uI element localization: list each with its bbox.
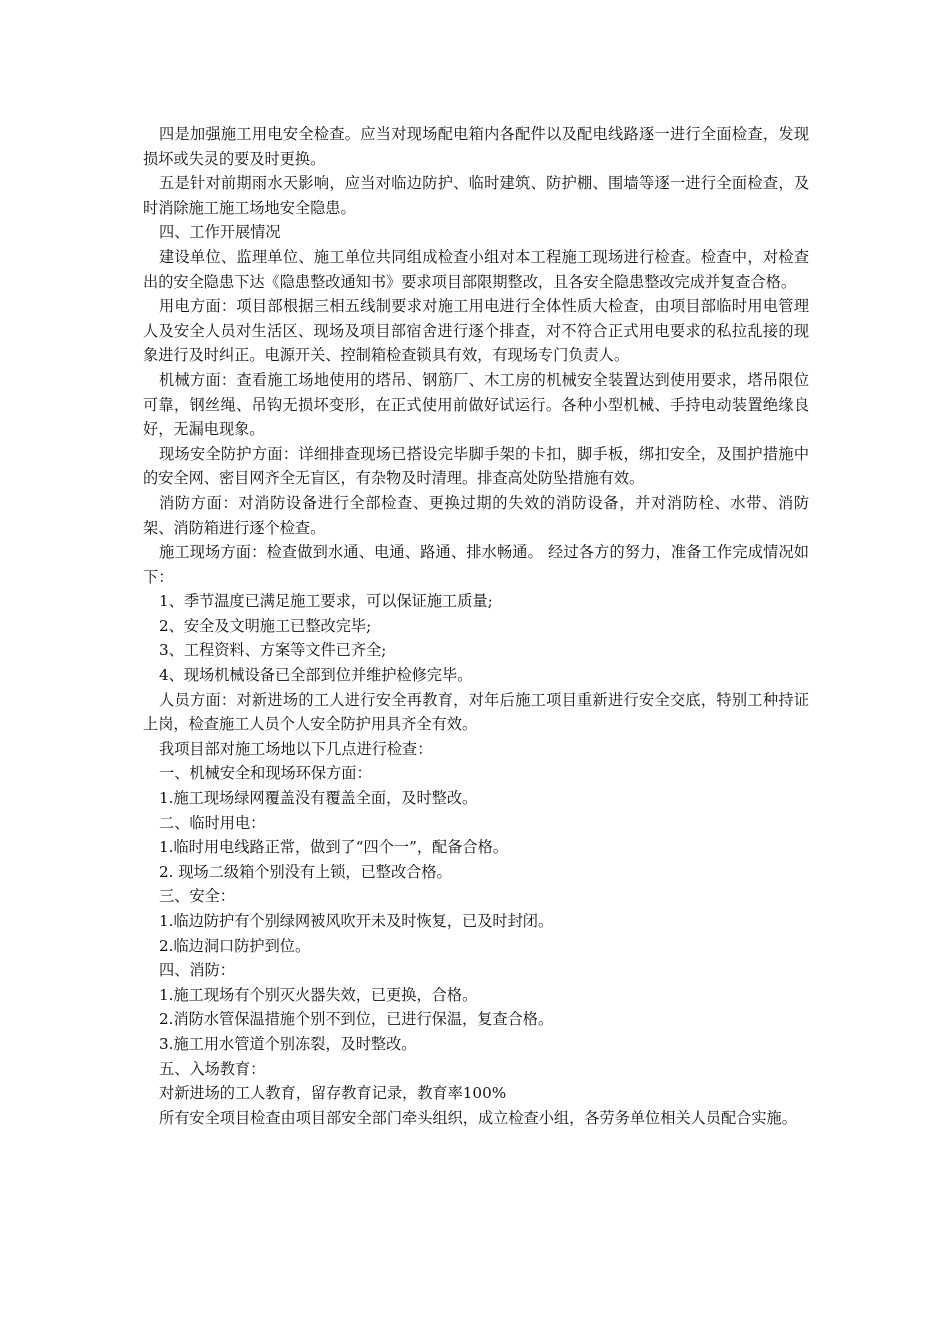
list-item: 1.施工现场有个别灭火器失效，已更换，合格。 (159, 985, 478, 1004)
section-heading-entry-education: 五、入场教育： (159, 1059, 266, 1078)
list-item: 3、工程资料、方案等文件已齐全; (159, 641, 387, 660)
list-item: 2. 现场二级箱个别没有上锁，已整改合格。 (159, 862, 452, 881)
list-item: 4、现场机械设备已全部到位并维护检修完毕。 (159, 666, 473, 685)
section-heading-work-progress: 四、工作开展情况 (159, 223, 281, 242)
section-heading-machinery-env: 一、机械安全和现场环保方面： (159, 764, 372, 783)
paragraph-personnel: 人员方面：对新进场的工人进行安全再教育，对年后施工项目重新进行安全交底，特别工种持证上岗，检查施工人员个人安全防护用具齐全有效。 (143, 690, 809, 734)
section-heading-safety: 三、安全： (159, 887, 235, 906)
paragraph-site-protection: 现场安全防护方面：详细排查现场已搭设完毕脚手架的卡扣，脚手板，绑扣安全，及围护措施中的安全网、密目网齐全无盲区，有杂物及时清理。排查高处防坠措施有效。 (143, 444, 809, 488)
list-item: 1.临边防护有个别绿网被风吹开未及时恢复，已及时封闭。 (159, 912, 554, 930)
paragraph-conclusion: 所有安全项目检查由项目部安全部门牵头组织，成立检查小组，各劳务单位相关人员配合实施。 (159, 1108, 797, 1127)
list-item: 3.施工用水管道个别冻裂，及时整改。 (159, 1034, 417, 1053)
paragraph-fire-protection: 消防方面：对消防设备进行全部检查、更换过期的失效的消防设备，并对消防栓、水带、消防架、消防箱进行逐个检查。 (143, 493, 809, 537)
list-item: 2、安全及文明施工已整改完毕; (159, 616, 372, 635)
paragraph-electric-check: 四是加强施工用电安全检查。应当对现场配电箱内各配件以及配电线路逐一进行全面检查，发现损坏或失灵的要及时更换。 (143, 125, 809, 168)
paragraph-machinery: 机械方面：查看施工场地使用的塔吊、钢筋厂、木工房的机械安全装置达到使用要求，塔吊限位可靠，钢丝绳、吊钩无损坏变形，在正式使用前做好试运行。各种小型机械、手持电动装置绝缘良好，无漏电现象。 (143, 370, 809, 439)
list-item: 1.施工现场绿网覆盖没有覆盖全面，及时整改。 (159, 789, 478, 808)
paragraph-check-points-intro: 我项目部对施工场地以下几点进行检查： (159, 739, 433, 758)
list-item: 2.临边洞口防护到位。 (159, 936, 311, 955)
paragraph-site-conditions: 施工现场方面：检查做到水通、电通、路通、排水畅通。 经过各方的努力，准备工作完成情况如下： (143, 543, 809, 586)
list-item: 1.临时用电线路正常，做到了“四个一”，配备合格。 (159, 838, 508, 857)
section-heading-temp-power: 二、临时用电： (159, 813, 266, 832)
paragraph-electricity: 用电方面：项目部根据三相五线制要求对施工用电进行全体性质大检查，由项目部临时用电管理人及安全人员对生活区、现场及项目部宿舍进行逐个排查，对不符合正式用电要求的私拉乱接的现象进行及时纠正。电源开关、控制箱检查锁具有效，有现场专门负责人。 (143, 297, 809, 365)
list-item: 2.消防水管保温措施个别不到位，已进行保温，复查合格。 (159, 1010, 554, 1029)
document-body (143, 122, 809, 1130)
section-heading-fire: 四、消防： (159, 961, 235, 980)
paragraph-education-record: 对新进场的工人教育，留存教育记录，教育率100% (159, 1084, 507, 1103)
list-item: 1、季节温度已满足施工要求，可以保证施工质量; (159, 592, 493, 611)
paragraph-rain-check: 五是针对前期雨水天影响，应当对临边防护、临时建筑、防护棚、围墙等逐一进行全面检查，及时消除施工施工场地安全隐患。 (143, 174, 809, 217)
paragraph-inspection-team: 建设单位、监理单位、施工单位共同组成检查小组对本工程施工现场进行检查。检查中，对检查出的安全隐患下达《隐患整改通知书》要求项目部限期整改，且各安全隐患整改完成并复查合格。 (143, 247, 809, 291)
